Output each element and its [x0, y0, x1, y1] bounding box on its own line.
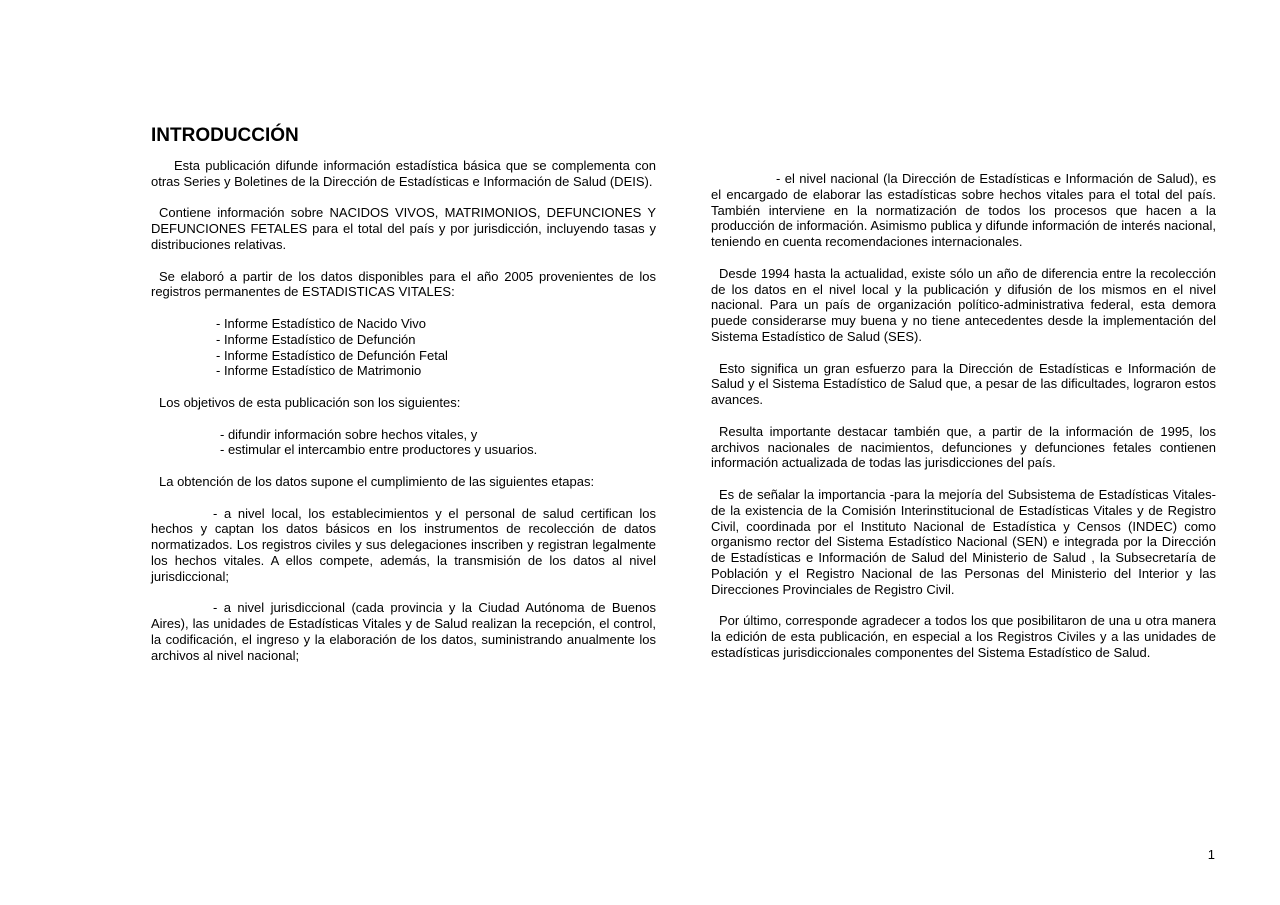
objectives-intro: Los objetivos de esta publicación son los siguientes: [159, 394, 461, 410]
right-column [711, 171, 1216, 677]
list-item: - Informe Estadístico de Defunción Fetal [216, 347, 448, 363]
source-paragraph: Se elaboró a partir de los datos disponibles para el año 2005 provenientes de los registros permanentes de ESTADISTICAS VITALES: [151, 268, 656, 300]
page-title: INTRODUCCIÓN [151, 125, 299, 146]
objectives-list [151, 427, 656, 459]
stage-national-paragraph: - el nivel nacional (la Dirección de Estadísticas e Información de Salud), es el encargado de elaborar las estadísticas sobre hechos vitales para el total del país. También interviene en la normatización de todos los procesos que hacen a la producción de información. Asimismo publica y difunde información de interés nacional, teniendo en cuenta recomendaciones internacionales. [711, 171, 1216, 250]
informes-list [151, 316, 656, 379]
stage-jurisdictional-paragraph: - a nivel jurisdiccional (cada provincia y la Ciudad Autónoma de Buenos Aires), las unidades de Estadísticas Vitales y de Salud realizan la recepción, el control, la codificación, el ingreso y la elaboración de los datos, suministrando anualmente los archivos al nivel nacional; [151, 600, 656, 663]
list-item: - Informe Estadístico de Matrimonio [216, 363, 422, 379]
acknowledgement-paragraph: Por último, corresponde agradecer a todos los que posibilitaron de una u otra manera la edición de esta publicación, en especial a los Registros Civiles y a las unidades de estadísticas jurisdiccionales componentes del Sistema Estadístico de Salud. [711, 613, 1216, 660]
timeliness-paragraph: Desde 1994 hasta la actualidad, existe sólo un año de diferencia entre la recolección de los datos en el nivel local y la publicación y difusión de los mismos en el nivel nacional. Para un país de organización político-administrativa federal, esta demora puede considerarse muy buena y no tiene antecedentes desde la implementación del Sistema Estadístico de Salud (SES). [711, 265, 1216, 344]
archives-paragraph: Resulta importante destacar también que, a partir de la información de 1995, los archivos nacionales de nacimientos, defunciones y defunciones fetales contienen información actualizada de todas las jurisdicciones del país. [711, 423, 1216, 471]
intro-paragraph: Esta publicación difunde información estadística básica que se complementa con otras Series y Boletines de la Dirección de Estadísticas e Información de Salud (DEIS). [151, 158, 656, 189]
left-column [151, 125, 656, 679]
effort-paragraph: Esto significa un gran esfuerzo para la Dirección de Estadísticas e Información de Salud y el Sistema Estadístico de Salud que, a pesar de las dificultades, lograron estos avances. [711, 360, 1216, 408]
list-item: - Informe Estadístico de Defunción [216, 331, 416, 347]
list-item: - estimular el intercambio entre productores y usuarios. [220, 442, 538, 458]
list-item: - Informe Estadístico de Nacido Vivo [216, 315, 427, 331]
list-item: - difundir información sobre hechos vitales, y [220, 426, 478, 442]
page-number: 1 [1207, 847, 1215, 862]
commission-paragraph: Es de señalar la importancia -para la mejoría del Subsistema de Estadísticas Vitales- de la existencia de la Comisión Interinstitucional de Estadísticas Vitales y de Registro Civil, coordinada por el Instituto Nacional de Estadística y Censos (INDEC) como organismo rector del Sistema Estadístico Nacional (SEN) e integrada por la Dirección de Estadísticas e Información de Salud del Ministerio de Salud , la Subsecretaría de Población y el Registro Nacional de las Personas del Ministerio del Interior y las Direcciones Provinciales de Registro Civil. [711, 486, 1216, 597]
stages-intro: La obtención de los datos supone el cumplimiento de las siguientes etapas: [159, 473, 595, 489]
stage-local-paragraph: - a nivel local, los establecimientos y el personal de salud certifican los hechos y captan los datos básicos en los instrumentos de recolección de datos normatizados. Los registros civiles y sus delegaciones inscriben y registran legalmente los hechos vitales. A ellos compete, además, la transmisión de los datos al nivel jurisdiccional; [151, 505, 656, 584]
content-paragraph: Contiene información sobre NACIDOS VIVOS, MATRIMONIOS, DEFUNCIONES Y DEFUNCIONES FETALES para el total del país y por jurisdicción, incluyendo tasas y distribuciones relativas. [151, 205, 656, 252]
